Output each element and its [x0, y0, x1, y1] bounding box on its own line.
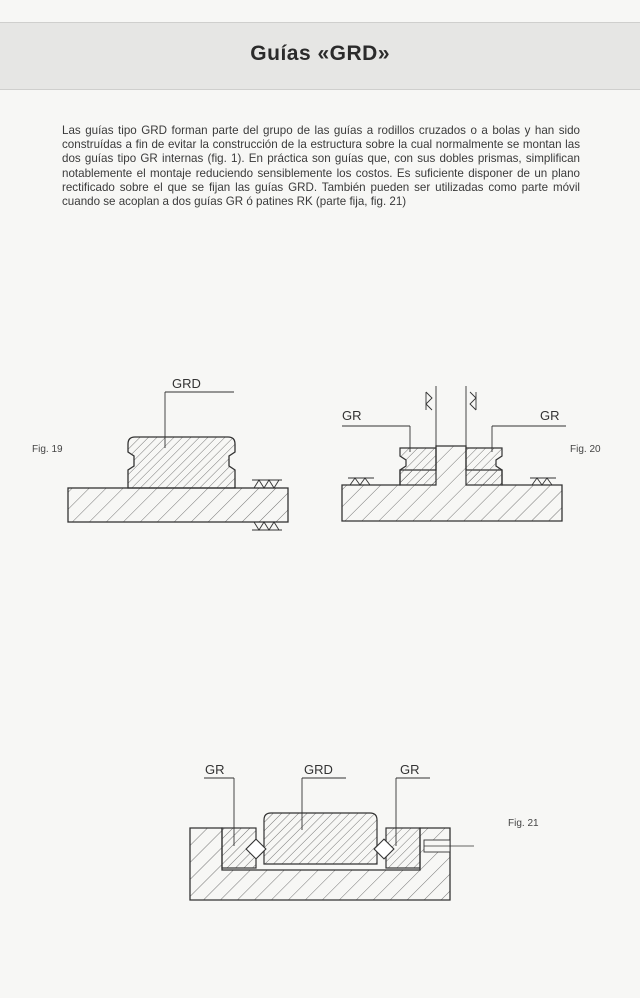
intro-paragraph: Las guías tipo GRD forman parte del grupo de las guías a rodillos cruzados o a bolas y han sido construídas a fin de evitar la construcción de la estructura sobre la cual normalmente se montan las dos guías tipo GR internas (fig. 1). En práctica son guías que, con sus dobles prismas, simplifican notablemente el montaje reduciendo sensiblemente los costos. Es suficiente disponer de un plano rectificado sobre el que se fijan las guías GRD. También pueden ser utilizadas como parte móvil cuando se acoplan a dos guías GR ó patines RK (parte fija, fig. 21) — [62, 124, 580, 209]
fig19-grd-label: GRD — [172, 376, 201, 391]
fig21-gr-left-label: GR — [205, 762, 225, 777]
fig19-caption: Fig. 19 — [32, 444, 63, 455]
page-title: Guías «GRD» — [250, 42, 390, 65]
fig19-grd-rail — [128, 437, 235, 488]
fig19-base-plate — [68, 488, 288, 522]
fig20-ground-mark-right — [530, 478, 556, 485]
fig19-drawing — [68, 376, 288, 530]
fig19-ground-mark-bottom — [252, 522, 282, 530]
fig20-ground-mark-left — [348, 478, 374, 485]
fig21-grd-label: GRD — [304, 762, 333, 777]
fig20-gr-left — [400, 448, 436, 485]
fig21-grd-rail — [264, 813, 377, 864]
fig20-gr-left-label: GR — [342, 408, 362, 423]
fig20-gr-right — [466, 448, 502, 485]
fig19-ground-mark-top — [252, 480, 282, 488]
fig20-base-profile — [342, 446, 562, 521]
fig21-caption: Fig. 21 — [508, 818, 539, 829]
fig21-gr-right-label: GR — [400, 762, 420, 777]
fig20-gr-right-label: GR — [540, 408, 560, 423]
fig20-caption: Fig. 20 — [570, 444, 601, 455]
fig21-drawing — [190, 762, 474, 900]
fig20-drawing — [342, 386, 566, 521]
